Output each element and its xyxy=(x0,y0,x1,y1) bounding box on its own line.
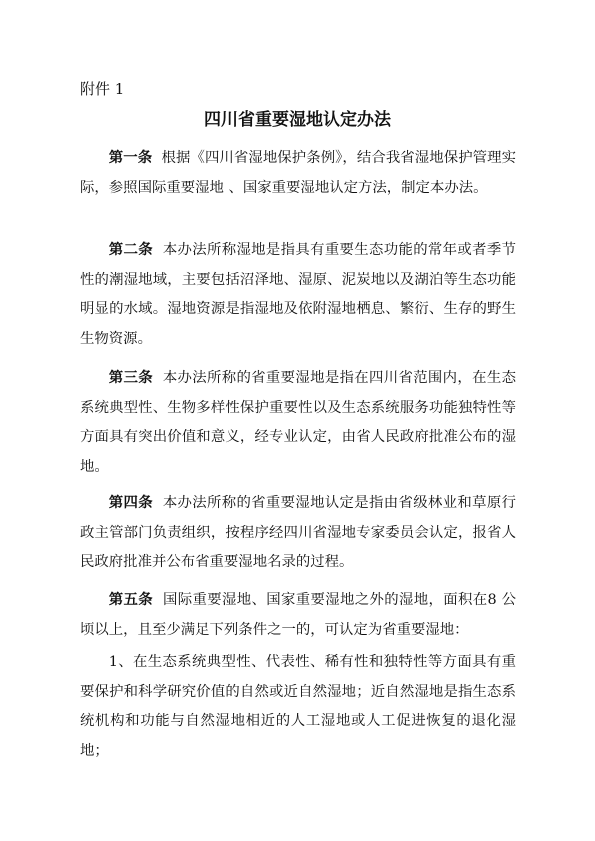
article-number: 第五条 xyxy=(108,592,154,608)
clause-text: 1、在生态系统典型性、代表性、稀有性和独特性等方面具有重要保护和科学研究价值的自然或近自然湿地；近自然湿地是指生态系统机构和功能与自然湿地相近的人工湿地或人工促进恢复的退化湿地； xyxy=(80,654,516,759)
clause-1 xyxy=(80,648,516,766)
article-3 xyxy=(80,364,516,482)
attachment-label: 附件 1 xyxy=(80,80,125,98)
article-text: 根据《四川省湿地保护条例》，结合我省湿地保护管理实际，参照国际重要湿地 、国家重要湿地认定方法，制定本办法。 xyxy=(80,150,516,196)
article-4 xyxy=(80,489,516,578)
article-text: 本办法所称的省重要湿地是指在四川省范围内，在生态系统典型性、生物多样性保护重要性以及生态系统服务功能独特性等方面具有突出价值和意义，经专业认定，由省人民政府批准公布的湿地。 xyxy=(80,370,516,475)
article-1 xyxy=(80,144,516,203)
article-number: 第四条 xyxy=(108,495,153,511)
article-2 xyxy=(80,236,516,354)
document-title: 四川省重要湿地认定办法 xyxy=(204,110,391,130)
article-number: 第一条 xyxy=(108,150,153,166)
article-text: 本办法所称的省重要湿地认定是指由省级林业和草原行政主管部门负责组织，按程序经四川省湿地专家委员会认定，报省人民政府批准并公布省重要湿地名录的过程。 xyxy=(80,495,516,570)
article-number: 第二条 xyxy=(108,242,153,258)
article-text: 本办法所称湿地是指具有重要生态功能的常年或者季节性的潮湿地域，主要包括沼泽地、湿原、泥炭地以及湖泊等生态功能明显的水域。湿地资源是指湿地及依附湿地栖息、繁衍、生存的野生生物资源。 xyxy=(80,242,516,347)
article-text: 国际重要湿地、国家重要湿地之外的湿地，面积在8 公顷以上，且至少满足下列条件之一的，可认定为省重要湿地： xyxy=(80,592,516,638)
article-number: 第三条 xyxy=(108,370,153,386)
article-5 xyxy=(80,586,516,645)
